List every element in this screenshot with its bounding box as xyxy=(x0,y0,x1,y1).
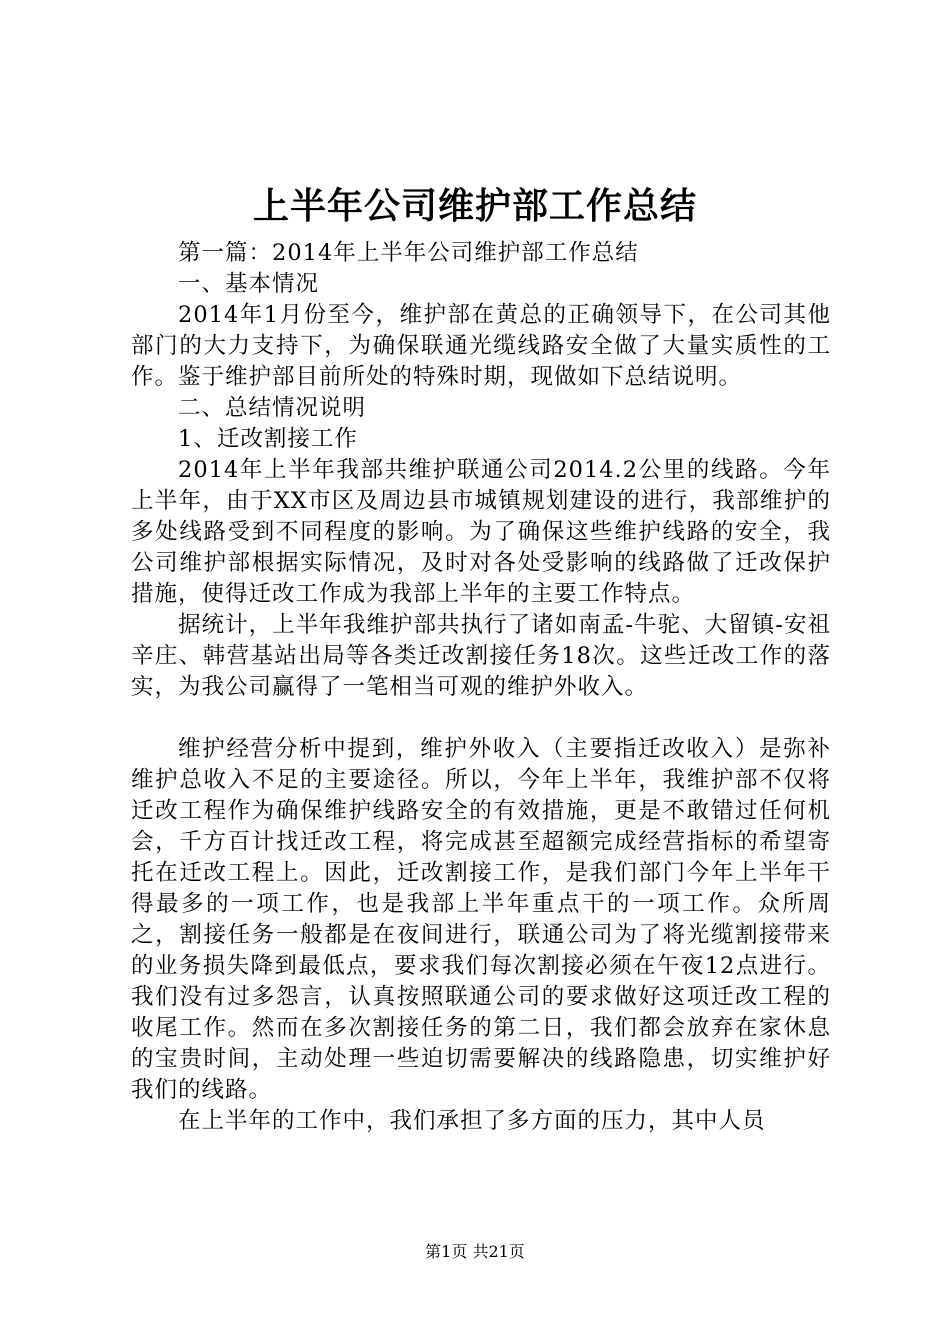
paragraph: 2014年1月份至今，维护部在黄总的正确领导下，在公司其他部门的大力支持下，为确保联通光缆线路安全做了大量实质性的工作。鉴于维护部目前所处的特殊时期，现做如下总结说明。 xyxy=(131,302,831,390)
paragraph: 在上半年的工作中，我们承担了多方面的压力，其中人员 xyxy=(178,1108,766,1134)
section-heading-summary: 二、总结情况说明 xyxy=(178,395,367,421)
paragraph: 维护经营分析中提到，维护外收入（主要指迁改收入）是弥补维护总收入不足的主要途径。所以，今年上半年，我维护部不仅将迁改工程作为确保维护线路安全的有效措施，更是不敢错过任何机会，千方百计找迁改工程，将完成甚至超额完成经营指标的希望寄托在迁改工程上。因此，迁改割接工作，是我们部门今年上半年干得最多的一项工作，也是我部上半年重点干的一项工作。众所周之，割接任务一般都是在夜间进行，联通公司为了将光缆割接带来的业务损失降到最低点，要求我们每次割接必须在午夜12点进行。我们没有过多怨言，认真按照联通公司的要求做好这项迁改工程的收尾工作。然而在多次割接任务的第二日，我们都会放弃在家休息的宝贵时间，主动处理一些迫切需要解决的线路隐患，切实维护好我们的线路。 xyxy=(131,736,831,1103)
section-heading-basic: 一、基本情况 xyxy=(178,271,320,297)
document-body xyxy=(131,238,831,1137)
document-title: 上半年公司维护部工作总结 xyxy=(252,186,697,227)
page-footer: 第1页 共21页 xyxy=(425,1242,525,1261)
subsection-heading: 1、迁改割接工作 xyxy=(178,426,358,452)
chapter-heading: 第一篇：2014年上半年公司维护部工作总结 xyxy=(178,240,639,266)
paragraph: 据统计，上半年我维护部共执行了诸如南孟-牛驼、大留镇-安祖辛庄、韩营基站出局等各类迁改割接任务18次。这些迁改工作的落实，为我公司赢得了一笔相当可观的维护外收入。 xyxy=(131,612,831,700)
paragraph: 2014年上半年我部共维护联通公司2014.2公里的线路。今年上半年，由于XX市区及周边县市城镇规划建设的进行，我部维护的多处线路受到不同程度的影响。为了确保这些维护线路的安全，我公司维护部根据实际情况，及时对各处受影响的线路做了迁改保护措施，使得迁改工作成为我部上半年的主要工作特点。 xyxy=(131,457,831,607)
